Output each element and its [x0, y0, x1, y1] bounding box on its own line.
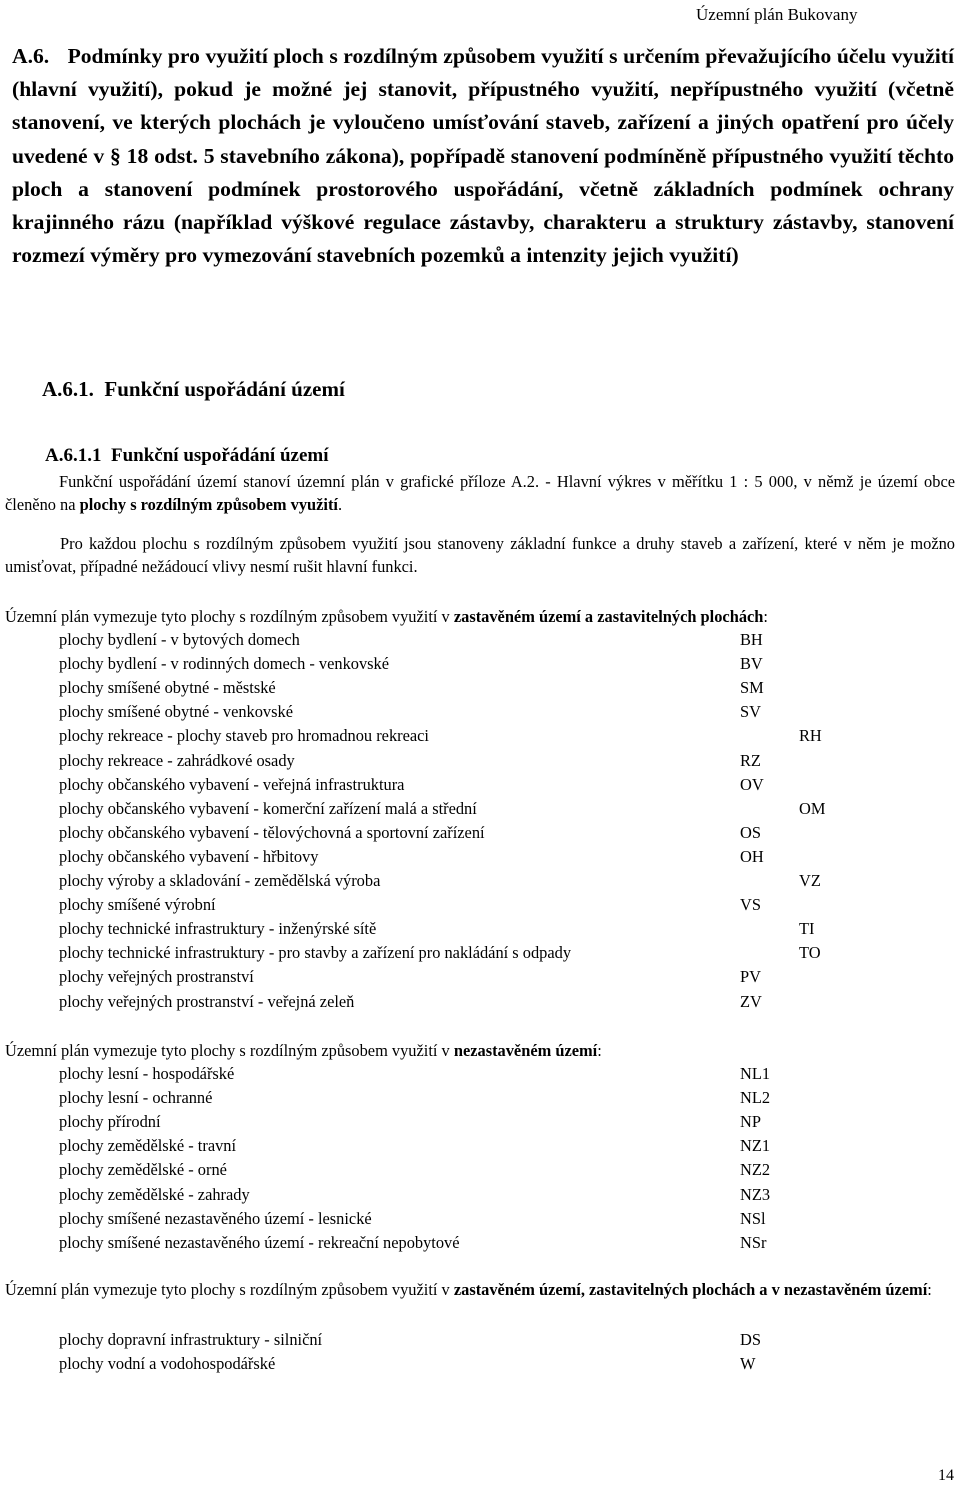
- land-use-code: OM: [799, 798, 826, 818]
- land-use-code: VS: [740, 895, 761, 915]
- land-use-code: VZ: [799, 871, 821, 890]
- paragraph-functional-layout: [5, 470, 955, 516]
- land-use-code: RZ: [740, 750, 761, 770]
- intro-colon: :: [597, 1041, 602, 1060]
- land-use-code: NSl: [740, 1208, 766, 1228]
- intro-colon: :: [927, 1280, 932, 1299]
- land-use-code: OS: [740, 822, 761, 842]
- land-use-label: plochy lesní - ochranné: [59, 1088, 213, 1108]
- land-use-label: plochy veřejných prostranství: [59, 967, 254, 987]
- intro-bold-term: zastavěném území, zastavitelných plochách a v nezastavěném území: [453, 1280, 928, 1299]
- land-use-code: BH: [740, 630, 763, 649]
- subsection-title: Funkční uspořádání území: [104, 377, 345, 401]
- land-use-code: TO: [799, 943, 821, 963]
- land-use-label: plochy rekreace - zahrádkové osady: [59, 750, 295, 770]
- land-use-code: SM: [740, 678, 764, 698]
- land-use-label: plochy přírodní: [59, 1112, 161, 1132]
- land-use-label: plochy občanského vybavení - tělovýchovná a sportovní zařízení: [59, 822, 485, 842]
- land-use-label: plochy občanského vybavení - komerční zařízení malá a střední: [59, 798, 477, 818]
- land-use-code: W: [740, 1354, 756, 1374]
- land-use-label: plochy smíšené nezastavěného území - rekreační nepobytové: [59, 1232, 460, 1252]
- section-number: A.6.: [12, 44, 50, 68]
- land-use-label: plochy smíšené obytné - městské: [59, 678, 276, 698]
- land-use-code: BV: [740, 654, 763, 674]
- land-use-label: plochy smíšené nezastavěného území - lesnické: [59, 1208, 372, 1228]
- paragraph-basic-functions: Pro každou plochu s rozdílným způsobem využití jsou stanoveny základní funkce a druhy staveb a zařízení, které v něm je možno umisťovat, případné nežádoucí vlivy nesmí rušit hlavní funkci.: [5, 534, 955, 576]
- land-use-code: NZ1: [740, 1136, 771, 1156]
- intro-text: Územní plán vymezuje tyto plochy s rozdílným způsobem využití v: [5, 607, 454, 626]
- section-title-text: Podmínky pro využití ploch s rozdílným způsobem využití s určením převažujícího účelu využití (hlavní využití), pokud je možné jej stanovit, přípustného využití, nepřípustného využití (včetně stanovení, ve kterých plochách je vyloučeno umísťování staveb, zařízení a jiných opatření pro účely uvedené v § 18 odst. 5 stavebního zákona), popřípadě stanovení podmíněně přípustného využití těchto ploch a stanovení podmínek prostorového uspořádání, včetně základních podmínek ochrany krajinného rázu (například výškové regulace zástavby, charakteru a struktury zástavby, stanovení rozmezí výměry pro vymezování stavebních pozemků a intenzity jejich využití): [12, 44, 954, 268]
- subsubsection-title: Funkční uspořádání území: [110, 445, 329, 466]
- land-use-label: plochy bydlení - v rodinných domech - venkovské: [59, 654, 390, 674]
- paragraph-text: Funkční uspořádání území stanoví územní plán v grafické příloze A.2. - Hlavní výkres v měřítku 1 : 5 000, v němž je území obce členěno na: [5, 472, 955, 514]
- land-use-label: plochy technické infrastruktury - inženýrské sítě: [59, 919, 377, 939]
- section-title: [12, 40, 954, 272]
- land-use-label: plochy veřejných prostranství - veřejná zeleň: [59, 991, 355, 1011]
- intro-bold-term: nezastavěném území: [453, 1041, 598, 1060]
- paragraph-bold-term: plochy s rozdílným způsobem využití: [79, 495, 338, 514]
- intro-bold-term: zastavěném území a zastavitelných plochách: [453, 607, 764, 626]
- subsubsection-number: A.6.1.1: [45, 445, 102, 466]
- land-use-code: NL1: [740, 1064, 771, 1083]
- land-use-label: plochy výroby a skladování - zemědělská výroba: [59, 871, 381, 890]
- land-use-code: RH: [799, 726, 822, 746]
- land-use-label: plochy smíšené obytné - venkovské: [59, 702, 293, 722]
- land-use-label: plochy lesní - hospodářské: [59, 1064, 235, 1083]
- land-use-label: plochy občanského vybavení - veřejná infrastruktura: [59, 774, 405, 794]
- land-use-label: plochy smíšené výrobní: [59, 895, 216, 915]
- land-use-code: PV: [740, 967, 761, 987]
- subsection-heading: [42, 377, 345, 402]
- land-use-label: plochy dopravní infrastruktury - silniční: [59, 1330, 323, 1349]
- running-header: Územní plán Bukovany: [696, 5, 858, 24]
- land-use-code: SV: [740, 702, 761, 722]
- intro-text: Územní plán vymezuje tyto plochy s rozdílným způsobem využití v: [5, 1041, 454, 1060]
- intro-built-area: [5, 605, 955, 628]
- land-use-label: plochy zemědělské - orné: [59, 1160, 227, 1180]
- land-use-code: ZV: [740, 991, 762, 1011]
- intro-unbuilt-area: [5, 1039, 955, 1062]
- paragraph-text-end: .: [337, 495, 343, 514]
- land-use-label: plochy vodní a vodohospodářské: [59, 1354, 276, 1374]
- subsubsection-heading: [45, 445, 328, 467]
- land-use-label: plochy zemědělské - zahrady: [59, 1184, 250, 1204]
- intro-all-areas: [5, 1279, 955, 1301]
- land-use-code: DS: [740, 1330, 761, 1349]
- land-use-code: NL2: [740, 1088, 771, 1108]
- land-use-code: NZ3: [740, 1184, 771, 1204]
- page-number: 14: [938, 1467, 954, 1484]
- land-use-label: plochy bydlení - v bytových domech: [59, 630, 300, 649]
- land-use-code: NSr: [740, 1232, 767, 1252]
- land-use-code: OH: [740, 846, 764, 866]
- land-use-label: plochy rekreace - plochy staveb pro hromadnou rekreaci: [59, 726, 429, 746]
- land-use-code: NP: [740, 1112, 761, 1132]
- intro-colon: :: [763, 607, 768, 626]
- land-use-label: plochy technické infrastruktury - pro stavby a zařízení pro nakládání s odpady: [59, 943, 572, 963]
- land-use-label: plochy občanského vybavení - hřbitovy: [59, 846, 319, 866]
- land-use-label: plochy zemědělské - travní: [59, 1136, 237, 1156]
- land-use-code: NZ2: [740, 1160, 771, 1180]
- intro-text: Územní plán vymezuje tyto plochy s rozdílným způsobem využití v: [5, 1280, 454, 1299]
- subsection-number: A.6.1.: [42, 377, 94, 401]
- land-use-code: OV: [740, 774, 764, 794]
- land-use-code: TI: [799, 919, 815, 939]
